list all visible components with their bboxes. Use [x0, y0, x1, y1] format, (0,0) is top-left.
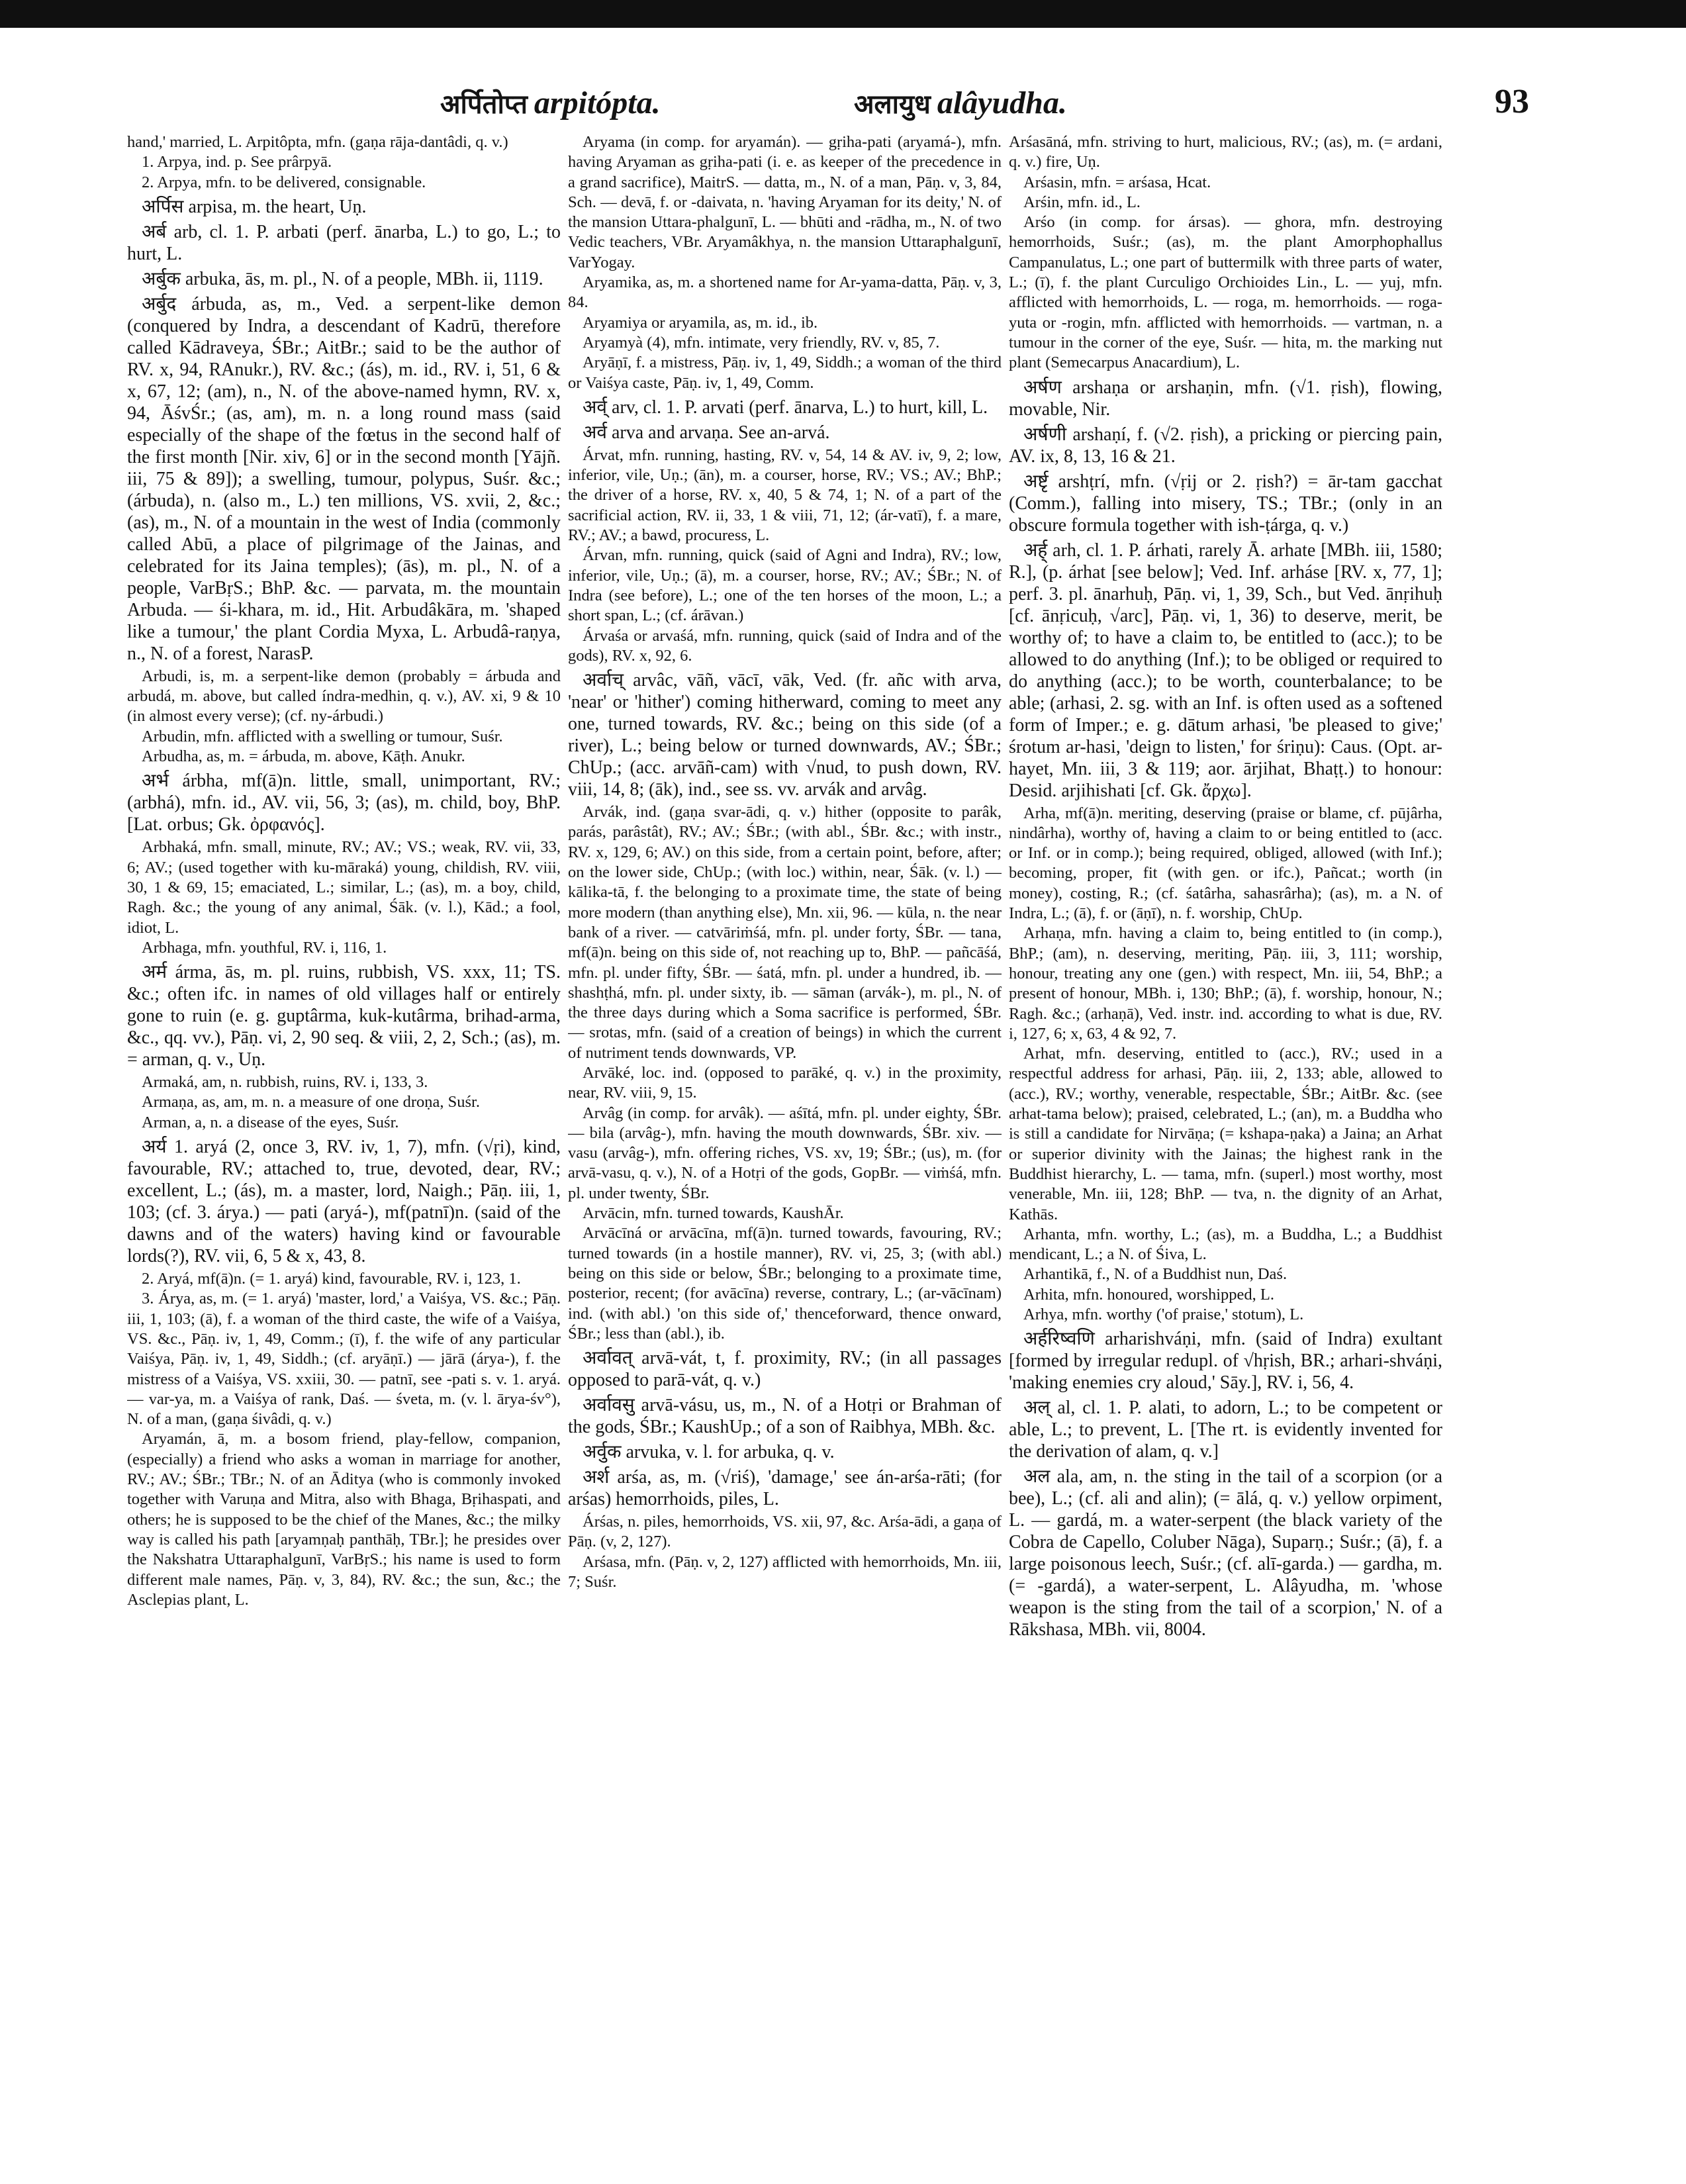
dictionary-entry: Arhat, mfn. deserving, entitled to (acc.), RV.; used in a respectful address for arhasi, Pāṇ. iii, 2, 133; able, allowed to (acc.), RV.; worthy, venerable, respectable, ŚBr.; AitBr. &c. (see arhat-tama below); praised, celebrated, L.; (an), m. a Buddha who is still a candidate for Nirvāṇa; (= kshapa-ṇaka) a Jaina; an Arhat or superior divinity with the Jainas; the highest rank in the Buddhist hierarchy, L. — tama, mfn. (superl.) most worthy, most venerable, Mn. iii, 128; BhP. — tva, n. the dignity of an Arhat, Kathās.: [1009, 1045, 1442, 1223]
dictionary-entry: Árśas, n. piles, hemorrhoids, VS. xii, 97, &c. Arśa-ādi, a gaṇa of Pāṇ. (v, 2, 127).: [568, 1513, 1002, 1551]
dictionary-entry: Árvat, mfn. running, hasting, RV. v, 54, 14 & AV. iv, 9, 2; low, inferior, vile, Uṇ.; (ān), m. a courser, horse, RV.; VS.; AV.; BhP.; the driver of a horse, RV. x, 40, 5 & 74, 1; N. of a part of the sacrificial action, RV. ii, 33, 1 & viii, 71, 12; (ár-vatī), f. a mare, RV.; AV.; a bawd, procuress, L.: [568, 446, 1002, 545]
dictionary-entry: Árvaśa or arvaśá, mfn. running, quick (said of Indra and of the gods), RV. x, 92, 6.: [568, 626, 1002, 665]
right-headword-devanagari: अलायुध: [854, 89, 931, 120]
dictionary-entry: Arhanta, mfn. worthy, L.; (as), m. a Buddha, L.; a Buddhist mendicant, L.; a N. of Śiva, L.: [1009, 1225, 1442, 1264]
dictionary-headword-entry: अर्हरिष्वणि arharishváṇi, mfn. (said of Indra) exultant [formed by irregular redupl. of √hṛish, BR.; arhari-shváṇi, 'making enemies cry aloud,' Sāy.], RV. i, 56, 4.: [1009, 1329, 1442, 1394]
dictionary-headword-entry: अर्पिस arpisa, m. the heart, Uṇ.: [142, 196, 367, 217]
dictionary-entry: Arśin, mfn. id., L.: [1023, 193, 1141, 211]
dictionary-column-2: [568, 132, 1002, 2132]
dictionary-entry: Arbudin, mfn. afflicted with a swelling or tumour, Suśr.: [142, 727, 503, 745]
page-number: 93: [1495, 83, 1529, 120]
top-black-rule: [0, 0, 1686, 28]
dictionary-headword-entry: अर्षण arshaṇa or arshaṇin, mfn. (√1. ṛish), flowing, movable, Nir.: [1009, 377, 1442, 420]
dictionary-headword-entry: अर्वावसु arvā-vásu, us, m., N. of a Hotṛi or Brahman of the gods, ŚBr.; KaushUp.; of a son of Raibhya, MBh. &c.: [568, 1395, 1002, 1438]
dictionary-entry: Arśasa, mfn. (Pāṇ. v, 2, 127) afflicted with hemorrhoids, Mn. iii, 7; Suśr.: [568, 1552, 1002, 1591]
dictionary-headword-entry: अर्ब arb, cl. 1. P. arbati (perf. ānarba, L.) to go, L.; to hurt, L.: [127, 221, 561, 264]
dictionary-headword-entry: अर्ह् arh, cl. 1. P. árhati, rarely Ā. arhate [MBh. iii, 1580; R.], (p. árhat [see below]; Ved. Inf. arháse [RV. x, 77, 1]; perf. 3. pl. ānarhuḥ, Pāṇ. vi, 1, 39, Sch., but Ved. ānṛihuḥ [cf. ānṛicuḥ, √arc], Pāṇ. vi, 1, 36) to deserve, merit, be worthy of; to have a claim to, be entitled to (acc.); to be allowed to do anything (Inf.); to be obliged or required to do anything (acc.); to be worth, counterbalance; to be able; (arhasi, 2. sg. with an Inf. is often used as a softened form of Imper.; e. g. dātum arhasi, 'be pleased to give;' śrotum ar-hasi, 'deign to listen,' for śriṇu): Caus. (Opt. ar-hayet, Mn. iii, 3 & 119; aor. ārjihat, Bhaṭṭ.) to honour: Desid. arjihishati [cf. Gk. ἄρχω].: [1009, 540, 1442, 801]
dictionary-headword-entry: अर्वुक arvuka, v. l. for arbuka, q. v.: [583, 1442, 835, 1463]
dictionary-entry: Armaká, am, n. rubbish, ruins, RV. i, 133, 3.: [142, 1073, 428, 1092]
dictionary-headword-entry: अर्य 1. aryá (2, once 3, RV. iv, 1, 7), mfn. (√ṛi), kind, favourable, RV.; attached to, true, devoted, dear, RV.; excellent, L.; (ás), m. a master, lord, Naigh.; Pāṇ. iii, 1, 103; (cf. 3. árya.) — pati (aryá-), mf(patnī)n. (said of the dawns and of the waters) having kind or favourable lords(?), RV. vii, 6, 5 & x, 43, 8.: [127, 1137, 561, 1267]
dictionary-column-1: [127, 132, 561, 2132]
dictionary-headword-entry: अर्बुक arbuka, ās, m. pl., N. of a people, MBh. ii, 1119.: [142, 268, 543, 289]
dictionary-headword-entry: अर्बुद árbuda, as, m., Ved. a serpent-like demon (conquered by Indra, a descendant of Kadrū, therefore called Kādraveya, ŚBr.; AitBr.; said to be the author of RV. x, 94, RAnukr.), RV. &c.; (ás), m. id., RV. i, 51, 6 & x, 67, 12; (am), n., N. of the above-named hymn, RV. x, 94, ĀśvŚr.; (as, am), m. n. a long round mass (said especially of the shape of the fœtus in the second half of the first month [Nir. xiv, 6] or in the second month [Yājñ. iii, 75 & 89]); a swelling, tumour, polypus, Suśr. &c.; (árbuda), n. (also m., L.) ten millions, VS. xvii, 2, &c.; (as), m., N. of a mountain in the west of India (commonly called Abū, a place of pilgrimage of the Jainas, and celebrated for its Jaina temples); (ās), m. pl., N. of a people, VarBṛS.; BhP. &c. — parvata, m. the mountain Arbuda. — śi-khara, m. id., Hit. Arbudâkāra, m. 'shaped like a tumour,' the plant Cordia Myxa, L. Arbudâ-raṇya, n., N. of a forest, NarasP.: [127, 293, 561, 664]
dictionary-entry: Arman, a, n. a disease of the eyes, Suśr.: [142, 1113, 399, 1131]
dictionary-entry: 3. Árya, as, m. (= 1. aryá) 'master, lord,' a Vaiśya, VS. &c.; Pāṇ. iii, 1, 103; (ā), f. a woman of the third caste, the wife of a Vaiśya, VS. &c., Pāṇ. iv, 1, 49, Comm.; (ī), f. the wife of any particular Vaiśya, Pāṇ. iv, 1, 49, Siddh.; (cf. aryāṇī.) — jārā (árya-), f. the mistress of a Vaiśya, VS. xxiii, 30. — patnī, see -pati s. v. 1. aryá. — var-ya, m. a Vaiśya of rank, Daś. — śveta, m. (v. l. ārya-śv°), N. of a man, (gaṇa śivâdi, q. v.): [127, 1290, 561, 1429]
dictionary-entry: Arvāké, loc. ind. (opposed to parāké, q. v.) in the proximity, near, RV. viii, 9, 15.: [568, 1063, 1002, 1102]
dictionary-entry: 2. Aryá, mf(ā)n. (= 1. aryá) kind, favourable, RV. i, 123, 1.: [142, 1270, 521, 1288]
dictionary-entry: Arvâg (in comp. for arvâk). — aśītá, mfn. pl. under eighty, ŚBr. — bila (arvâg-), mfn. having the mouth downwards, ŚBr. xiv. — vasu (arvâg-), mfn. offering riches, VS. xv, 19; ŚBr.; (us), m. (for arvā-vasu, q. v.), N. of a Hotṛi of the gods, GopBr. — viṁśá, mfn. pl. under twenty, ŚBr.: [568, 1104, 1002, 1202]
dictionary-entry: Arbhaga, mfn. youthful, RV. i, 116, 1.: [142, 938, 387, 957]
dictionary-entry: Arvācīná or arvācīna, mf(ā)n. turned towards, favouring, RV.; turned towards (in a hostile manner), RV. vi, 25, 3; (with abl.) being on this side or below, ŚBr.; belonging to a proximate time, posterior, recent; (for avācīna) reverse, contrary, L.; (ar-vācīnam) ind. (with abl.) 'on this side of,' thenceforward, thence onward, ŚBr.; less than (abl.), ib.: [568, 1224, 1002, 1343]
dictionary-headword-entry: अर्म árma, ās, m. pl. ruins, rubbish, VS. xxx, 11; TS. &c.; often ifc. in names of old villages half or entirely gone to ruin (e. g. guptârma, kuk-kutârma, brihad-arma, &c., qq. vv.), Pāṇ. vi, 2, 90 seq. & viii, 2, 2, Sch.; (as), m. = arman, q. v., Uṇ.: [127, 962, 561, 1070]
dictionary-entry: Arbhaká, mfn. small, minute, RV.; AV.; VS.; weak, RV. vii, 33, 6; AV.; (used together with ku-māraká) young, childish, RV. viii, 30, 1 & 69, 15; emaciated, L.; similar, L.; (as), m. a boy, child, Ragh. &c.; the young of any animal, Śāk. (v. l.), Kād.; a fool, idiot, L.: [127, 838, 561, 937]
page-header: [126, 74, 1529, 127]
dictionary-entry: Arbudha, as, m. = árbuda, m. above, Kāṭh. Anukr.: [142, 747, 465, 766]
dictionary-headword-entry: अल् al, cl. 1. P. alati, to adorn, L.; to be competent or able, L.; to prevent, L. [The rt. is evidently invented for the derivation of alam, q. v.]: [1009, 1398, 1442, 1462]
dictionary-headword-entry: अर्वावत् arvā-vát, t, f. proximity, RV.; (in all passages opposed to parā-vát, q. v.): [568, 1348, 1002, 1391]
right-headword-transliteration: alâyudha.: [937, 85, 1067, 120]
dictionary-headword-entry: अर्श arśa, as, m. (√riś), 'damage,' see án-arśa-rāti; (for arśas) hemorrhoids, piles, L.: [568, 1467, 1002, 1510]
dictionary-headword-entry: अर्ष्टृ arshṭrí, mfn. (√ṛij or 2. ṛish?) = ār-tam gacchat (Comm.), falling into misery, TS.; TBr.; (only in an obscure formula together with ish-ṭárga, q. v.): [1009, 471, 1442, 536]
left-headword-devanagari: अर्पितोप्त: [440, 89, 528, 120]
dictionary-headword-entry: अल ala, am, n. the sting in the tail of a scorpion (or a bee), L.; (cf. ali and alin); (= ālá, q. v.) yellow orpiment, L. — gardá, m. a water-serpent (the black variety of the Cobra de Capello, Coluber Nāga), Suparṇ.; Suśr.; (ā), f. a large poisonous leech, Suśr.; (cf. alī-garda.) — gardha, m. (= -gardá), a water-serpent, L. Alâyudha, m. 'whose weapon is the sting from the tail of a scorpion,' N. of a Rākshasa, MBh. vii, 8004.: [1009, 1466, 1442, 1640]
dictionary-entry: Arśasāná, mfn. striving to hurt, malicious, RV.; (as), m. (= ardani, q. v.) fire, Uṇ.: [1009, 133, 1442, 171]
dictionary-entry: Árvan, mfn. running, quick (said of Agni and Indra), RV.; low, inferior, vile, Uṇ.; (ā), m. a courser, horse, RV.; AV.; ŚBr.; N. of Indra (see before), L.; one of the ten horses of the moon, L.; a short span, L.; (cf. árāvan.): [568, 546, 1002, 625]
dictionary-entry: Aryamyà (4), mfn. intimate, very friendly, RV. v, 85, 7.: [583, 333, 940, 352]
left-headword-transliteration: arpitópta.: [534, 85, 661, 120]
right-running-headword: [854, 85, 1067, 121]
dictionary-entry: Aryamán, ā, m. a bosom friend, play-fellow, companion, (especially) a friend who asks a woman in marriage for another, RV.; AV.; ŚBr.; TBr.; N. of an Āditya (who is commonly invoked together with Varuṇa and Mitra, also with Bhaga, Bṛihaspati, and others; he is supposed to be the chief of the Manes, &c.; the milky way is called his path [aryamṇaḥ panthāḥ, TBr.]; he presides over the Nakshatra Uttaraphalgunī, VarBṛS.; his name is used to form different male names, Pāṇ. v, 3, 84), RV. &c.; the sun, &c.; the Asclepias plant, L.: [127, 1430, 561, 1609]
dictionary-entry: Aryāṇī, f. a mistress, Pāṇ. iv, 1, 49, Siddh.; a woman of the third or Vaiśya caste, Pāṇ. iv, 1, 49, Comm.: [568, 354, 1002, 392]
dictionary-entry: Aryamiya or aryamila, as, m. id., ib.: [583, 313, 818, 332]
dictionary-entry: Arbudi, is, m. a serpent-like demon (probably = árbuda and arbudá, m. above, but called índra-medhin, q. v.), AV. xi, 9 & 10 (in almost every verse); (cf. ny-árbudi.): [127, 667, 561, 726]
dictionary-headword-entry: अर्भ árbha, mf(ā)n. little, small, unimportant, RV.; (arbhá), mfn. id., AV. vii, 56, 3; (as), m. child, boy, BhP. [Lat. orbus; Gk. ὀρφανός].: [127, 771, 561, 835]
dictionary-entry: Armaṇa, as, am, m. n. a measure of one droṇa, Suśr.: [142, 1093, 480, 1112]
dictionary-entry: 2. Arpya, mfn. to be delivered, consignable.: [142, 173, 426, 191]
dictionary-entry: Arvák, ind. (gaṇa svar-ādi, q. v.) hither (opposite to parâk, parás, parâstât), RV.; AV.; ŚBr.; (with abl., ŚBr. &c.; with instr., RV. x, 129, 6; AV.) on this side, from a certain point, before, after; on the lower side, ChUp.; (with loc.) within, near, Śāk. (v. l.) — kālika-tā, f. the belonging to a proximate time, the state of being more modern (than anything else), Mn. xii, 96. — kūla, n. the near bank of a river. — catvāriṁśá, mfn. pl. under forty, ŚBr. — tana, mf(ā)n. being on this side of, not reaching up to, BhP. — pañcāśá, mfn. pl. under fifty, ŚBr. — śatá, mfn. pl. under a hundred, ib. — shashṭhá, mfn. pl. under sixty, ib. — sāman (arvák-), m. pl., N. of the three days during which a Soma sacrifice is performed, ŚBr. — srotas, mfn. (said of a creation of beings) in which the current of nutriment tends downwards, VP.: [568, 803, 1002, 1062]
dictionary-entry: Arhaṇa, mfn. having a claim to, being entitled to (in comp.), BhP.; (am), n. deserving, meriting, Pāṇ. iii, 3, 111; worship, honour, treating any one (gen.) with respect, Mn. iii, 54, BhP.; a present of honour, MBh. i, 130; BhP.; (ā), f. worship, honour, N.; Ragh. &c.; (arhaṇā), Ved. instr. ind. according to what is due, RV. i, 127, 6; x, 63, 4 & 92, 7.: [1009, 924, 1442, 1043]
dictionary-headword-entry: अर्व् arv, cl. 1. P. arvati (perf. ānarva, L.) to hurt, kill, L.: [583, 397, 988, 418]
dictionary-entry: Arśo (in comp. for ársas). — ghora, mfn. destroying hemorrhoids, Suśr.; (as), m. the plant Amorphophallus Campanulatus, L.; one part of buttermilk with three parts of water, L.; (ī), f. the plant Curculigo Orchioides Lin., L. — yuj, mfn. afflicted with hemorrhoids, L. — roga, m. hemorrhoids. — roga-yuta or -rogin, mfn. afflicted with hemorrhoids. — vartman, n. a tumour in the corner of the eye, Suśr. — hita, m. the marking nut plant (Semecarpus Anacardium), L.: [1009, 213, 1442, 372]
dictionary-entry: Aryama (in comp. for aryamán). — gṛiha-pati (aryamá-), mfn. having Aryaman as gṛiha-pati (i. e. as keeper of the precedence in a grand sacrifice), MaitrS. — datta, m., N. of a man, Pāṇ. v, 3, 84, Sch. — devā, f. or -daivata, n. 'having Aryaman for its deity,' N. of the mansion Uttara-phalgunī, L. — bhūti and -rādha, m., N. of two Vedic teachers, VBr. Aryamâkhya, n. the mansion Uttaraphalgunī, VarYogay.: [568, 133, 1002, 271]
left-running-headword: [440, 85, 661, 121]
dictionary-entry: Arha, mf(ā)n. meriting, deserving (praise or blame, cf. pūjârha, nindârha), worthy of, having a claim to or being entitled to (acc. or Inf. or in comp.); being required, obliged, allowed (with Inf.); becoming, proper, fit (with gen. or ifc.), Pañcat.; worth (in money), costing, R.; (cf. śatârha, sahasrârha); (as), m. a N. of Indra, L.; (ā), f. or (āṇī), n. f. worship, ChUp.: [1009, 804, 1442, 923]
dictionary-entry: Arhya, mfn. worthy ('of praise,' stotum), L.: [1023, 1305, 1304, 1323]
dictionary-entry: Arhantikā, f., N. of a Buddhist nun, Daś.: [1023, 1265, 1288, 1284]
dictionary-entry: hand,' married, L. Arpitôpta, mfn. (gaṇa rāja-dantâdi, q. v.): [127, 133, 508, 151]
dictionary-headword-entry: अर्षणी arshaṇí, f. (√2. ṛish), a pricking or piercing pain, AV. ix, 8, 13, 16 & 21.: [1009, 424, 1442, 467]
dictionary-headword-entry: अर्व arva and arvaṇa. See an-arvá.: [583, 422, 830, 443]
dictionary-entry: Arśasin, mfn. = arśasa, Hcat.: [1023, 173, 1211, 191]
dictionary-column-3: [1009, 132, 1442, 2132]
dictionary-entry: 1. Arpya, ind. p. See prârpyā.: [142, 153, 332, 171]
dictionary-headword-entry: अर्वाच् arvâc, vāñ, vācī, vāk, Ved. (fr. añc with arva, 'near' or 'hither') coming hitherward, coming to meet any one, turned towards, RV. &c.; being on this side (of a river), L.; being below or turned downwards, AV.; ŚBr.; ChUp.; (acc. arvāñ-cam) with √nud, to push down, RV. viii, 14, 8; (āk), ind., see ss. vv. arvák and arvâg.: [568, 670, 1002, 800]
dictionary-entry: Aryamika, as, m. a shortened name for Ar-yama-datta, Pāṇ. v, 3, 84.: [568, 273, 1002, 312]
dictionary-entry: Arvācin, mfn. turned towards, KaushĀr.: [583, 1204, 844, 1223]
dictionary-entry: Arhita, mfn. honoured, worshipped, L.: [1023, 1285, 1274, 1304]
